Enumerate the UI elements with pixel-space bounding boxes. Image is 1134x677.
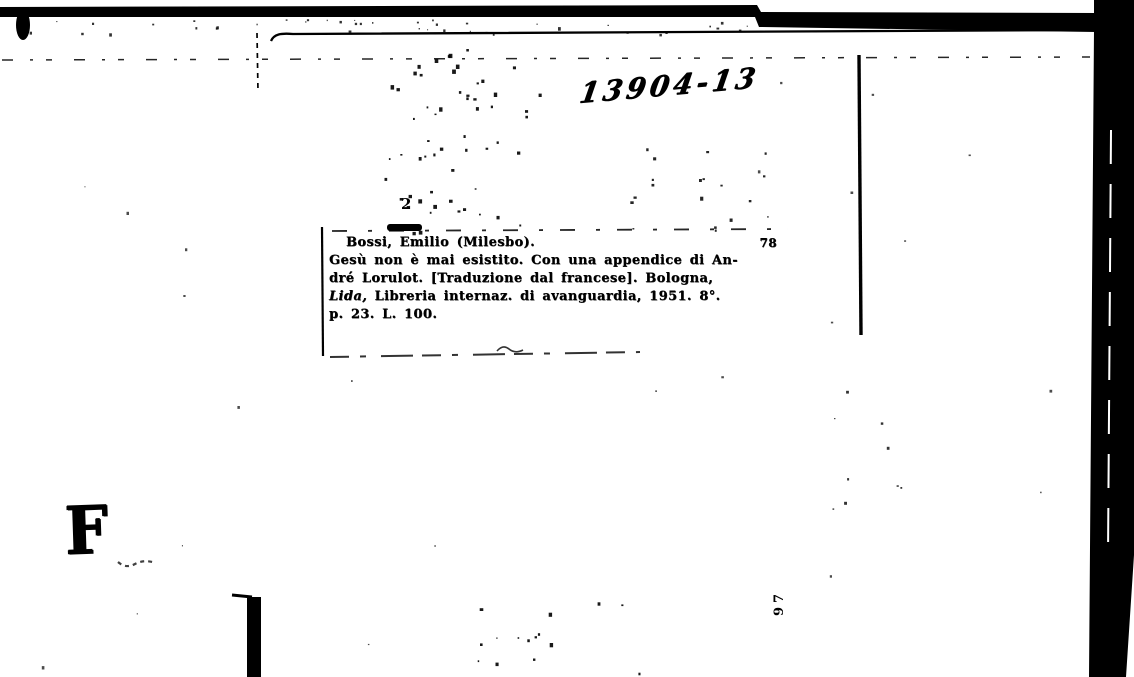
right-scanner-bar (1089, 0, 1134, 677)
handwritten-accession-number: 13904-13 (577, 60, 762, 110)
clipping-border-bottom-squiggle (497, 347, 523, 352)
clipping-border-top-blob (387, 224, 422, 231)
entry-title-line: Gesù non è mai esistito. Con una appendice di An- (329, 253, 739, 268)
entry-publisher-italic: Lida, (329, 289, 368, 304)
bottom-left-bar (247, 597, 261, 677)
dashed-scan-line (2, 57, 1090, 60)
entry-pagination-line: p. 23. L. 100. (329, 307, 438, 322)
scan-noise-specks (18, 19, 1052, 675)
stray-digit-mark: 2 (401, 195, 412, 213)
clipping-border-left (322, 227, 323, 356)
card-top-edge-line (271, 30, 1090, 41)
entry-heading-row (329, 234, 791, 252)
top-scanner-bar (0, 5, 1096, 32)
entry-translation-line: dré Lorulot. [Traduzione dal francese]. Bologna, (329, 271, 714, 286)
entry-imprint-line (329, 288, 791, 306)
vertical-dashed-crease (257, 33, 258, 92)
card-right-edge-line (859, 55, 861, 335)
entry-author-heading: Bossi, Emilio (Milesbo). (346, 235, 536, 250)
catalog-entry-clipping (329, 234, 791, 324)
f-squiggle-mark (118, 561, 156, 566)
clipping-border-bottom (330, 352, 640, 357)
entry-imprint-rest: Libreria internaz. di avanguardia, 1951. 8°. (367, 289, 721, 304)
ink-drip-blob (16, 10, 30, 40)
sideways-page-number: 97 (772, 589, 787, 617)
entry-ref-number: 78 (759, 236, 777, 250)
bottom-left-bar-hook (232, 595, 252, 597)
section-letter-stamp: F (63, 490, 110, 570)
